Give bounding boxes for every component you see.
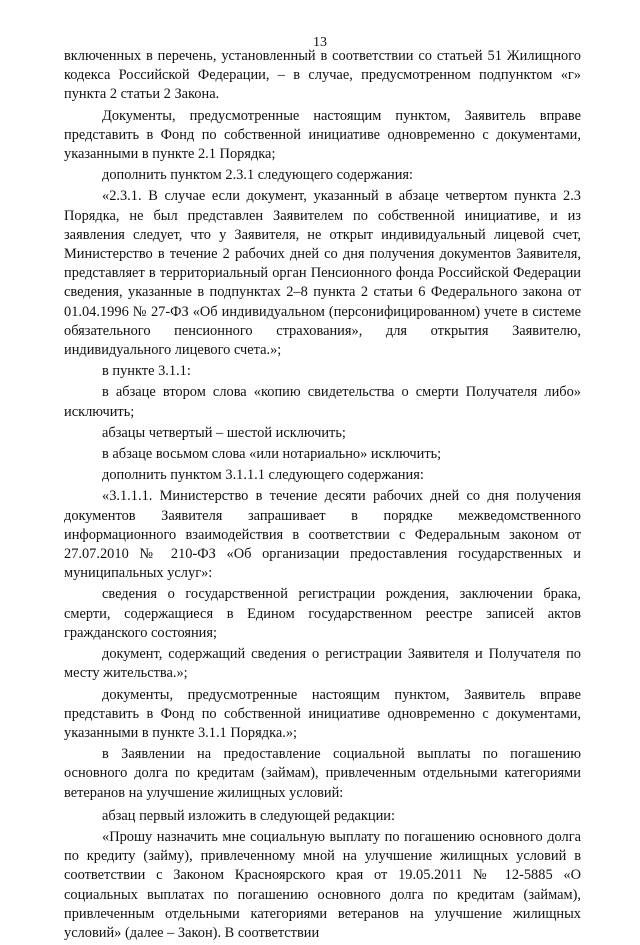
paragraph: «3.1.1.1. Министерство в течение десяти рабочих дней со дня получения документов Заявителя запрашивает в порядке межведомственного информационного взаимодействия в соответствии с Федеральным законом от 27.07.2010 № 210-ФЗ «Об организации предоставления государственных и муниципальных услуг»: <box>64 488 581 582</box>
paragraph: в абзаце втором слова «копию свидетельства о смерти Получателя либо» исключить; <box>64 384 581 420</box>
paragraph: абзац первый изложить в следующей редакции: <box>102 807 396 824</box>
page-number: 13 <box>313 35 327 50</box>
paragraph: документ, содержащий сведения о регистрации Заявителя и Получателя по месту жительства.»; <box>64 646 581 682</box>
paragraph-continuation: включенных в перечень, установленный в соответствии со статьей 51 Жилищного кодекса Российской Федерации, – в случае, предусмотренном подпунктом «г» пункта 2 статьи 2 Закона. <box>64 48 581 103</box>
paragraph: абзацы четвертый – шестой исключить; <box>102 424 346 441</box>
paragraph: в Заявлении на предоставление социальной выплаты по погашению основного долга по кредитам (займам), привлеченным отдельными категориями ветеранов на улучшение жилищных условий: <box>64 746 581 801</box>
paragraph: дополнить пунктом 2.3.1 следующего содержания: <box>102 167 414 184</box>
paragraph: Документы, предусмотренные настоящим пунктом, Заявитель вправе представить в Фонд по собственной инициативе одновременно с документами, указанными в пункте 2.1 Порядка; <box>64 107 581 163</box>
paragraph: сведения о государственной регистрации рождения, заключении брака, смерти, содержащиеся в Едином государственном реестре записей актов гражданского состояния; <box>64 586 581 641</box>
paragraph: в пункте 3.1.1: <box>102 363 191 380</box>
paragraph: в абзаце восьмом слова «или нотариально» исключить; <box>102 446 442 463</box>
paragraph: «Прошу назначить мне социальную выплату по погашению основного долга по кредиту (займу), привлеченному мной на улучшение жилищных условий в соответствии с Законом Красноярского края от 19.05.2011 № 12-5885 «О социальных выплатах по погашению основного долга по кредитам (займам), привлеченным отдельными категориями ветеранов на улучшение жилищных условий» (далее – Закон). В соответствии <box>64 828 581 941</box>
paragraph: документы, предусмотренные настоящим пунктом, Заявитель вправе представить в Фонд по собственной инициативе одновременно с документами, указанными в пункте 3.1.1 Порядка.»; <box>64 686 581 741</box>
paragraph: «2.3.1. В случае если документ, указанный в абзаце четвертом пункта 2.3 Порядка, не был представлен Заявителем по собственной инициативе, и из заявления следует, что у Заявителя, не открыт индивидуальный лицевой счет, Министерство в течение 2 рабочих дней со дня получения документов Заявителя, представляет в территориальный орган Пенсионного фонда Российской Федерации сведения, указанные в подпунктах 2–8 пункта 2 статьи 6 Федерального закона от 01.04.1996 № 27-ФЗ «Об индивидуальном (персонифицированном) учете в системе обязательного пенсионного страхования», для открытия Заявителю, индивидуального лицевого счета.»; <box>64 188 581 359</box>
document-body <box>64 47 581 945</box>
paragraph: дополнить пунктом 3.1.1.1 следующего содержания: <box>102 467 424 484</box>
